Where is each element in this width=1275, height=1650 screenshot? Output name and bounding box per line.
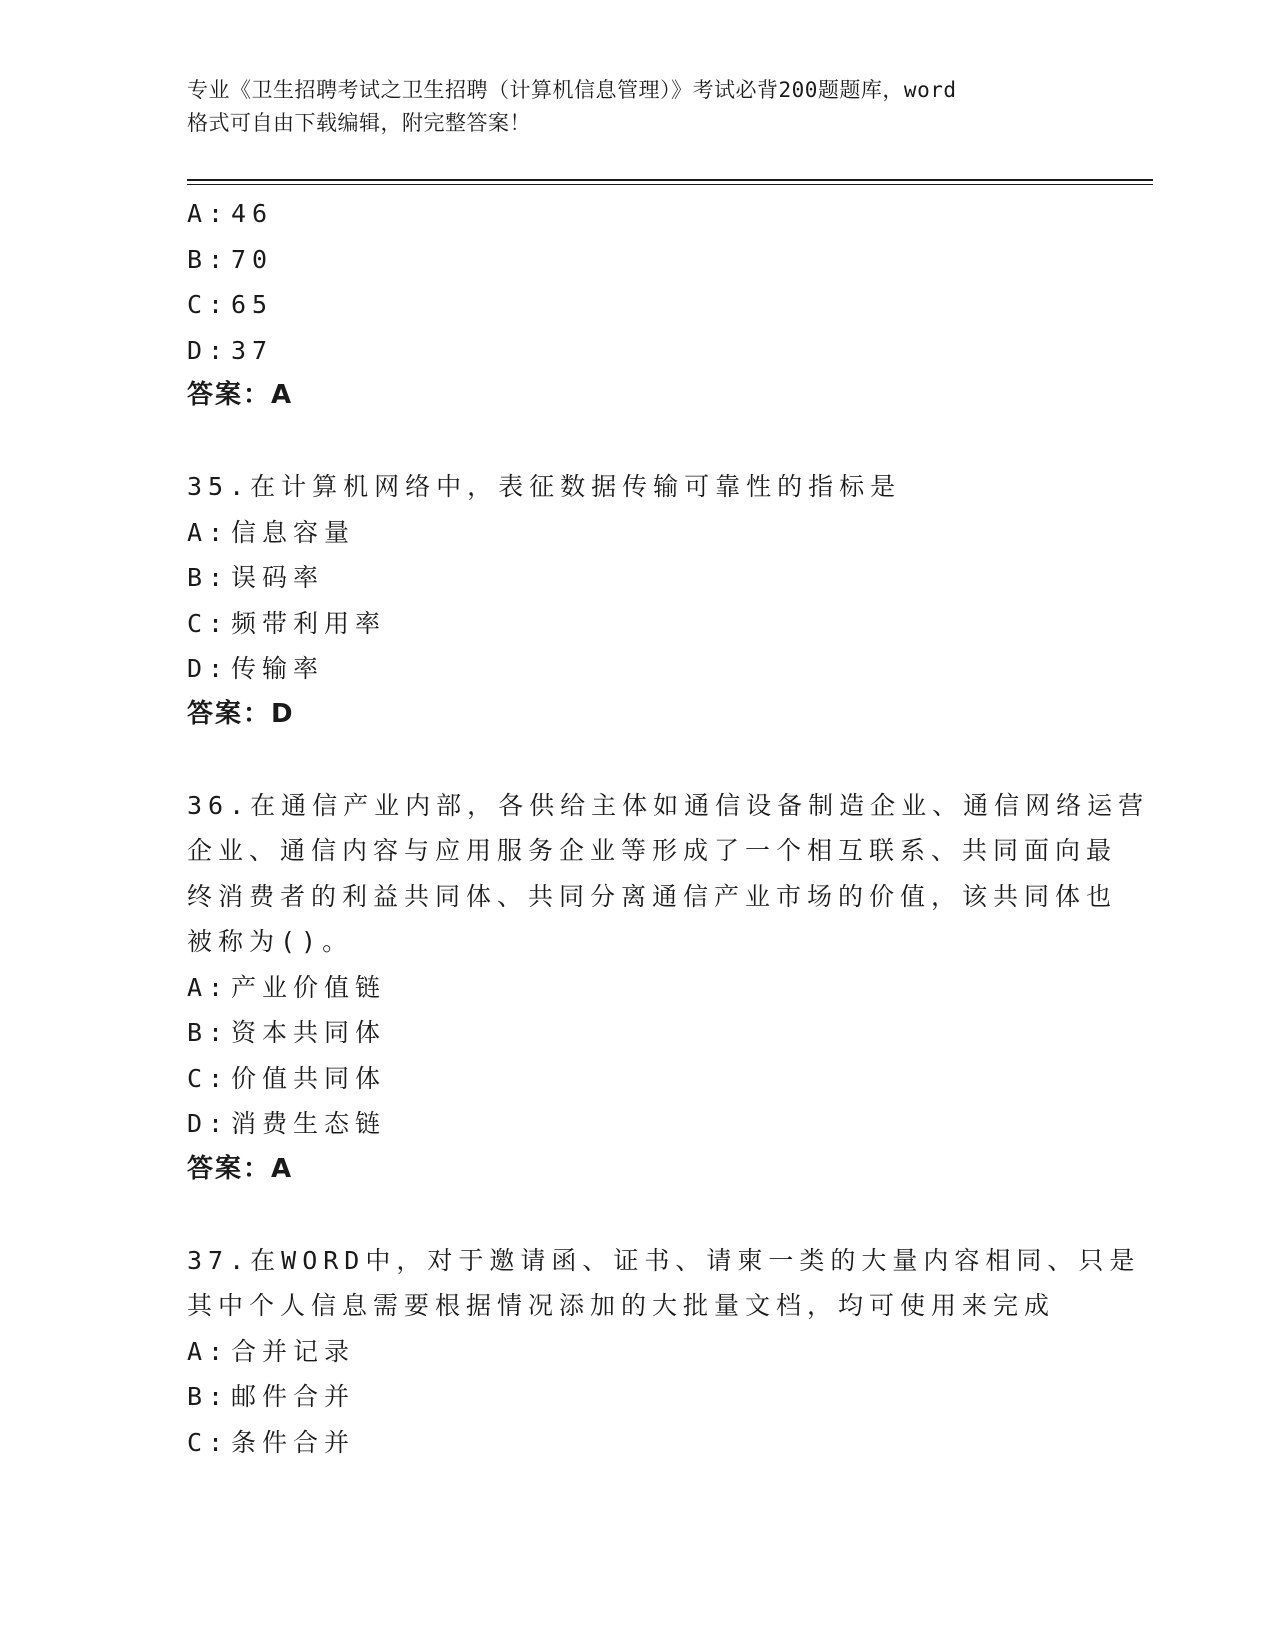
question-text-line-3: 终消费者的利益共同体、共同分离通信产业市场的价值，该共同体也 (187, 881, 1118, 911)
answer-line: 答案：D (187, 698, 295, 729)
header-line-2: 格式可自由下载编辑，附完整答案！ (187, 111, 531, 135)
option-c: C:价值共同体 (187, 1063, 387, 1093)
option-b: B:资本共同体 (187, 1018, 387, 1047)
question-text-line-2: 企业、通信内容与应用服务企业等形成了一个相互联系、共同面向最 (187, 836, 1118, 865)
question-text-line-1: 36.在通信产业内部，各供给主体如通信设备制造企业、通信网络运营 (187, 790, 1150, 820)
answer-line: 答案：A (187, 1153, 294, 1184)
option-a: A:46 (187, 199, 274, 228)
header-divider-thick (187, 179, 1153, 181)
option-c: C:频带利用率 (187, 608, 387, 638)
option-b: B:误码率 (187, 563, 325, 592)
option-a: A:合并记录 (187, 1336, 356, 1366)
question-block-34 (187, 191, 1087, 419)
option-a: A:产业价值链 (187, 972, 387, 1002)
option-d: D:37 (187, 335, 274, 365)
option-b: B:邮件合并 (187, 1382, 356, 1411)
question-block-36 (187, 783, 1150, 1193)
question-text-line-1: 37.在WORD中，对于邀请函、证书、请柬一类的大量内容相同、只是 (187, 1245, 1141, 1275)
answer-line: 答案：A (187, 380, 294, 410)
option-d: D:传输率 (187, 654, 325, 683)
header-divider-thin (187, 184, 1153, 185)
option-b: B:70 (187, 244, 274, 274)
question-text-line-2: 其中个人信息需要根据情况添加的大批量文档，均可使用来完成 (187, 1291, 1056, 1320)
document-header (187, 74, 1087, 140)
question-text: 35.在计算机网络中，表征数据传输可靠性的指标是 (187, 472, 902, 501)
header-line-1: 专业《卫生招聘考试之卫生招聘（计算机信息管理）》考试必背200题题库，word (187, 78, 957, 102)
option-d: D:消费生态链 (187, 1109, 387, 1138)
option-c: C:条件合并 (187, 1427, 356, 1457)
question-block-37 (187, 1238, 1141, 1466)
option-c: C:65 (187, 290, 274, 319)
question-block-35 (187, 464, 1087, 737)
option-a: A:信息容量 (187, 517, 356, 547)
question-text-line-4: 被称为()。 (187, 927, 354, 956)
question-list (187, 191, 1150, 1465)
